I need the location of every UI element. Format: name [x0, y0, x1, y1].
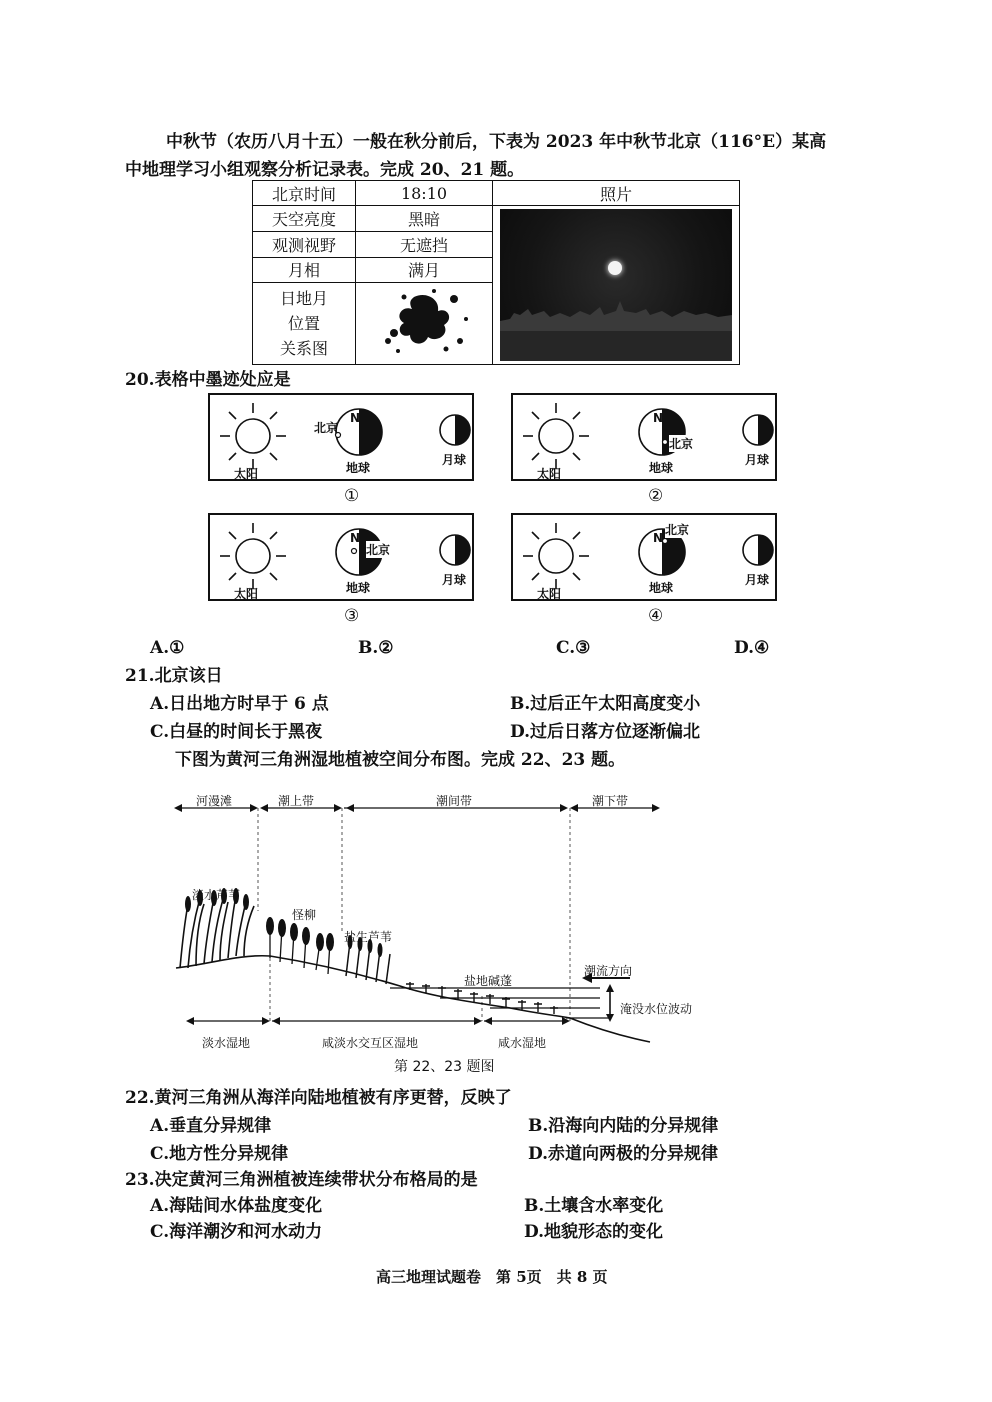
sun-label: 太阳: [234, 587, 259, 601]
north-pole-label: N: [350, 411, 361, 425]
zone-label-floodplain: 河漫滩: [196, 794, 233, 808]
q20-stem: 20.表格中墨迹处应是: [125, 370, 291, 390]
q23-option-d[interactable]: D.地貌形态的变化: [524, 1222, 664, 1242]
north-pole-label: N: [653, 411, 664, 425]
plant-label-salt-reed: 盐生芦苇: [344, 930, 393, 944]
plant-label-fresh-reed: 淡水芦苇: [192, 888, 241, 902]
q23-option-b[interactable]: B.土壤含水率变化: [524, 1196, 664, 1216]
moon-label: 月球: [745, 573, 770, 587]
q20-option-a[interactable]: A.①: [150, 638, 185, 658]
q22-option-c[interactable]: C.地方性分异规律: [150, 1144, 289, 1164]
wetland-label-fresh: 淡水湿地: [202, 1036, 251, 1050]
table-cell: 北京时间: [253, 181, 356, 206]
option-diagram-4: [511, 513, 777, 601]
diagram-caption: 第 22、23 题图: [394, 1059, 495, 1075]
table-cell: [253, 283, 356, 365]
q21-option-b[interactable]: B.过后正午太阳高度变小: [510, 694, 701, 714]
sun-icon: [218, 521, 288, 591]
zone-label-supratidal: 潮上带: [278, 794, 315, 808]
q22-option-d[interactable]: D.赤道向两极的分异规律: [528, 1144, 719, 1164]
table-cell: 无遮挡: [356, 231, 493, 257]
north-pole-label: N: [350, 531, 361, 545]
moon-label: 月球: [745, 453, 770, 467]
moon-icon: [438, 413, 472, 447]
table-cell: 黑暗: [356, 206, 493, 232]
q21-option-d[interactable]: D.过后日落方位逐渐偏北: [510, 722, 701, 742]
moon-icon: [438, 533, 472, 567]
moon-photo-cell: [493, 206, 740, 365]
table-cell-line: 位置: [287, 314, 320, 334]
q21-option-a[interactable]: A.日出地方时早于 6 点: [150, 694, 329, 714]
q22-stem: 22.黄河三角洲从海洋向陆地植被有序更替，反映了: [125, 1088, 512, 1108]
beijing-label: 北京: [669, 437, 694, 451]
sun-icon: [521, 401, 591, 471]
city-skyline: [500, 291, 732, 361]
sun-label: 太阳: [537, 467, 562, 481]
earth-label: 地球: [649, 581, 674, 595]
earth-label: 地球: [346, 581, 371, 595]
option-number-4: ④: [648, 606, 664, 626]
q23-option-a[interactable]: A.海陆间水体盐度变化: [150, 1196, 323, 1216]
moon-icon: [741, 533, 775, 567]
beijing-label: 北京: [665, 523, 690, 537]
option-number-1: ①: [344, 486, 360, 506]
observation-table: [252, 180, 740, 365]
intro-2: 下图为黄河三角洲湿地植被空间分布图。完成 22、23 题。: [175, 750, 626, 770]
beijing-label: 北京: [314, 421, 339, 435]
table-cell-line: 日地月: [279, 289, 328, 309]
sun-icon: [521, 521, 591, 591]
sun-label: 太阳: [537, 587, 562, 601]
table-cell: 天空亮度: [253, 206, 356, 232]
north-pole-label: N: [653, 531, 664, 545]
q21-stem: 21.北京该日: [125, 666, 223, 686]
wetland-label-salt: 咸水湿地: [498, 1036, 547, 1050]
zone-label-intertidal: 潮间带: [436, 794, 473, 808]
sun-icon: [218, 401, 288, 471]
q21-option-c[interactable]: C.白昼的时间长于黑夜: [150, 722, 323, 742]
zone-label-subtidal: 潮下带: [592, 794, 629, 808]
full-moon: [608, 261, 622, 275]
table-cell: 照片: [493, 181, 740, 206]
ink-blot-cell: [356, 283, 493, 365]
water-level-label: 淹没水位波动: [620, 1002, 693, 1016]
q20-option-b[interactable]: B.②: [358, 638, 394, 658]
table-cell-line: 关系图: [279, 339, 328, 359]
moon-photo: [500, 209, 732, 361]
moon-label: 月球: [442, 453, 467, 467]
option-diagram-1: [208, 393, 474, 481]
moon-icon: [741, 413, 775, 447]
wetland-label-mixed: 咸淡水交互区湿地: [322, 1036, 419, 1050]
page-footer: 高三地理试题卷 第 5页 共 8 页: [376, 1268, 608, 1286]
earth-label: 地球: [649, 461, 674, 475]
option-diagram-3: [208, 513, 474, 601]
beijing-label: 北京: [366, 543, 391, 557]
q20-option-d[interactable]: D.④: [734, 638, 770, 658]
q20-option-c[interactable]: C.③: [556, 638, 591, 658]
plant-label-suaeda: 盐地碱蓬: [464, 974, 513, 988]
plant-label-tamarisk: 怪柳: [292, 908, 317, 922]
option-number-2: ②: [648, 486, 664, 506]
table-cell: 观测视野: [253, 231, 356, 257]
table-cell: 满月: [356, 257, 493, 283]
table-cell: 18:10: [356, 181, 493, 206]
earth-label: 地球: [346, 461, 371, 475]
q23-option-c[interactable]: C.海洋潮汐和河水动力: [150, 1222, 323, 1242]
tide-direction-label: 潮流方向: [584, 964, 633, 978]
sun-label: 太阳: [234, 467, 259, 481]
intro-line-2: 中地理学习小组观察分析记录表。完成 20、21 题。: [125, 160, 525, 180]
moon-label: 月球: [442, 573, 467, 587]
option-diagram-2: [511, 393, 777, 481]
table-cell: 月相: [253, 257, 356, 283]
q23-stem: 23.决定黄河三角洲植被连续带状分布格局的是: [125, 1170, 478, 1190]
q22-option-a[interactable]: A.垂直分异规律: [150, 1116, 272, 1136]
q22-option-b[interactable]: B.沿海向内陆的分异规律: [528, 1116, 719, 1136]
intro-line-1: 中秋节（农历八月十五）一般在秋分前后，下表为 2023 年中秋节北京（116°E）某高: [166, 132, 827, 152]
option-number-3: ③: [344, 606, 360, 626]
ink-blot: [374, 285, 474, 359]
